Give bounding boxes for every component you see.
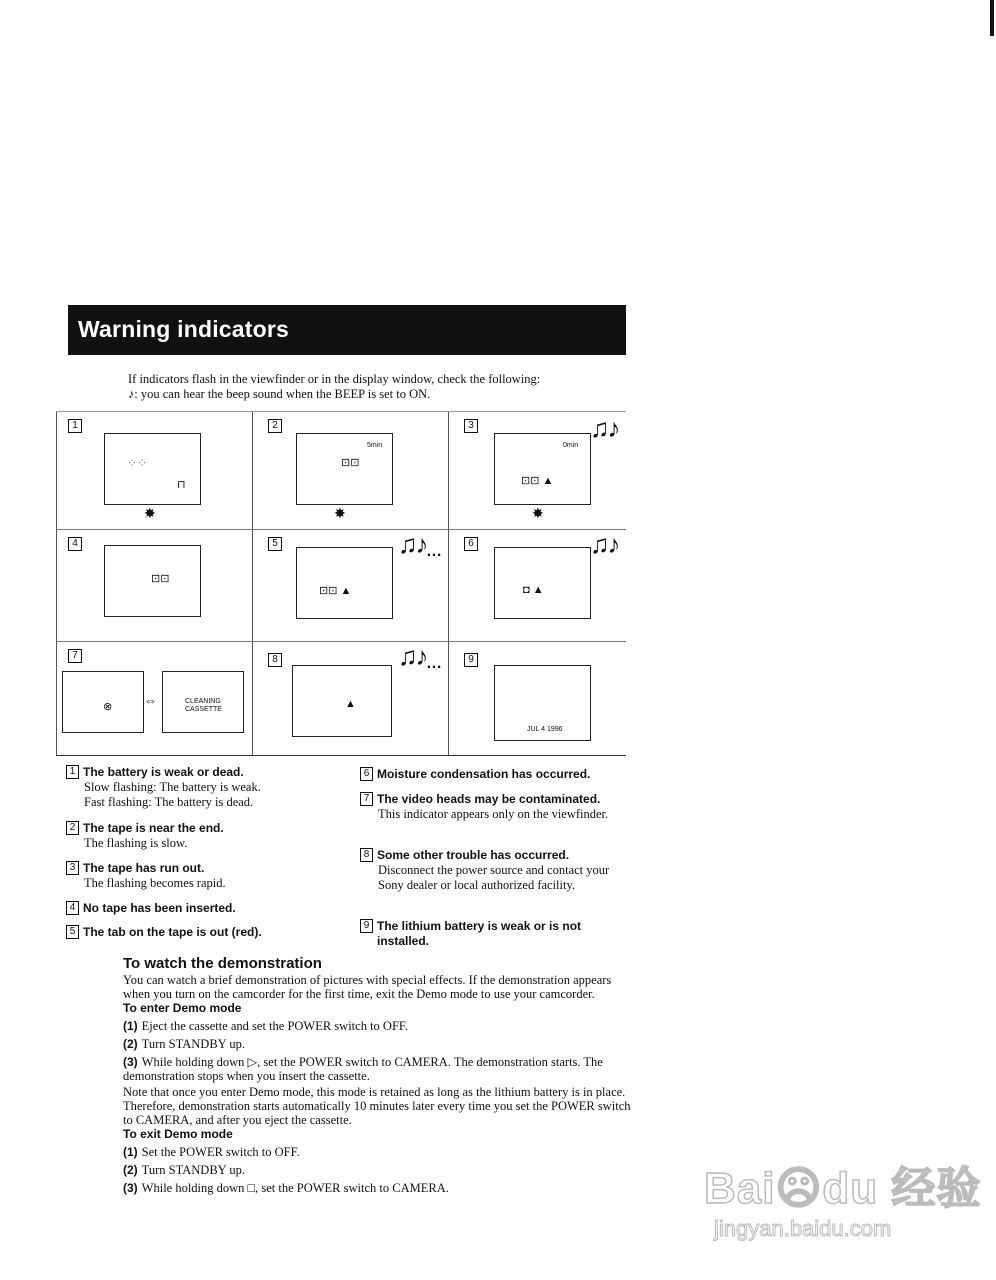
cell-number-9: 9 [464,653,478,667]
enter-step-1: (1) Eject the cassette and set the POWER switch to OFF. [123,1019,408,1033]
cleaning-label-2: CASSETTE [185,706,222,713]
indicator-2: 2 The tape is near the end. The flashing is slow. [66,821,356,851]
exit-step-1: (1) Set the POWER switch to OFF. [123,1145,300,1159]
condensation-eject-icon: ◘ ▲ [523,584,544,596]
cell-number-3: 3 [464,419,478,433]
page-edge-mark [990,0,994,36]
page-title: Warning indicators [78,316,290,342]
indicator-diagram [56,411,626,756]
indicator-6: 6 Moisture condensation has occurred. [360,767,630,782]
watermark-main: Bai☹du 经验 [704,1164,982,1213]
tape-eject-icon: ⊡⊡ ▲ [521,475,554,487]
demo-section [123,957,633,1195]
enter-step-2: (2) Turn STANDBY up. [123,1037,245,1051]
beep-icon: ♫♪ [398,641,427,671]
cell-number-4: 4 [68,537,82,551]
time-remaining-label: 0min [563,442,579,449]
date-display: JUL 4 1996 [527,726,563,733]
indicator-3: 3 The tape has run out. The flashing becomes rapid. [66,861,356,891]
viewfinder-screen-6 [494,547,591,619]
flash-indicator-icon: ✸ [532,505,544,521]
viewfinder-screen-2 [296,433,393,505]
viewfinder-screen-7b [162,671,244,733]
tape-eject-icon: ⊡⊡ ▲ [319,585,352,597]
time-remaining-label: 5min [367,442,383,449]
viewfinder-screen-7 [62,671,144,733]
tape-icon: ⊡⊡ [151,573,170,585]
cleaning-label-1: CLEANING [185,698,221,705]
cell-number-6: 6 [464,537,478,551]
ellipsis: … [426,655,442,672]
diagram-cell-1 [56,411,252,529]
indicator-9: 9 The lithium battery is weak or is not installed. [360,919,610,949]
title-banner [68,305,626,355]
exit-demo-heading: To exit Demo mode [123,1127,233,1141]
intro-text [128,372,540,402]
demo-heading: To watch the demonstration [123,955,322,972]
indicator-4: 4 No tape has been inserted. [66,901,356,916]
demo-body: You can watch a brief demonstration of pictures with special effects. If the demonstration appears when you turn on the camcorder for the first time, exit the Demo mode to use your camcorder. [123,973,612,1001]
indicator-7: 7 The video heads may be contaminated. This indicator appears only on the viewfinder. [360,792,630,822]
beep-icon: ♫♪ [590,413,619,443]
intro-line-1: If indicators flash in the viewfinder or in the display window, check the following: [128,372,541,386]
eject-icon: ▲ [345,698,356,710]
diagram-cell-4 [56,529,252,641]
diagram-cell-3 [448,411,626,529]
diagram-cell-6 [448,529,626,641]
viewfinder-screen-5 [296,547,393,619]
beep-icon: ♫♪ [398,529,427,559]
exit-step-2: (2) Turn STANDBY up. [123,1163,245,1177]
indicator-1: 1 The battery is weak or dead. Slow flashing: The battery is weak. Fast flashing: The battery is dead. [66,765,356,810]
cell-number-2: 2 [268,419,282,433]
alternate-arrow-icon: ⇔ [144,693,157,708]
diagram-cell-7 [56,641,252,755]
intro-line-2: ♪: you can hear the beep sound when the BEEP is set to ON. [128,387,431,401]
flash-indicator-icon: ✸ [144,505,156,521]
enter-demo-heading: To enter Demo mode [123,1001,242,1015]
demo-note: Note that once you enter Demo mode, this mode is retained as long as the lithium battery is in place. Therefore, demonstration starts automatically 10 minutes later every time you set the POWER switch to CAMERA, and after you eject the cassette. [123,1085,631,1127]
diagram-cell-9 [448,641,626,755]
head-clog-icon: ⊗ [103,701,113,713]
tape-icon: ⊡⊡ [341,457,360,469]
exit-step-3: (3) While holding down □, set the POWER switch to CAMERA. [123,1181,449,1195]
flash-indicator-icon: ✸ [334,505,346,521]
beep-icon: ♫♪ [590,529,619,559]
diagram-cell-5 [252,529,448,641]
cell-number-8: 8 [268,653,282,667]
indicator-8: 8 Some other trouble has occurred. Disconnect the power source and contact your Sony dealer or local authorized facility. [360,848,622,893]
viewfinder-screen-8 [292,665,392,737]
diagram-cell-8 [252,641,448,755]
battery-bracket-icon: ⊓ [177,479,186,491]
indicator-5: 5 The tab on the tape is out (red). [66,925,356,940]
ellipsis: … [426,543,442,560]
viewfinder-screen-3 [494,433,591,505]
cell-number-5: 5 [268,537,282,551]
cell-number-1: 1 [68,419,82,433]
viewfinder-screen-9 [494,665,591,741]
enter-step-3: (3) While holding down ▷, set the POWER switch to CAMERA. The demonstration starts. The demonstration stops when you insert the cassette. [123,1055,603,1083]
battery-flash-icon: ⁘⁘ [127,456,148,470]
baidu-watermark [704,1152,981,1242]
cell-number-7: 7 [68,649,82,663]
diagram-cell-2 [252,411,448,529]
viewfinder-screen-1 [104,433,201,505]
viewfinder-screen-4 [104,545,201,617]
watermark-url: jingyan.baidu.com [714,1216,892,1241]
